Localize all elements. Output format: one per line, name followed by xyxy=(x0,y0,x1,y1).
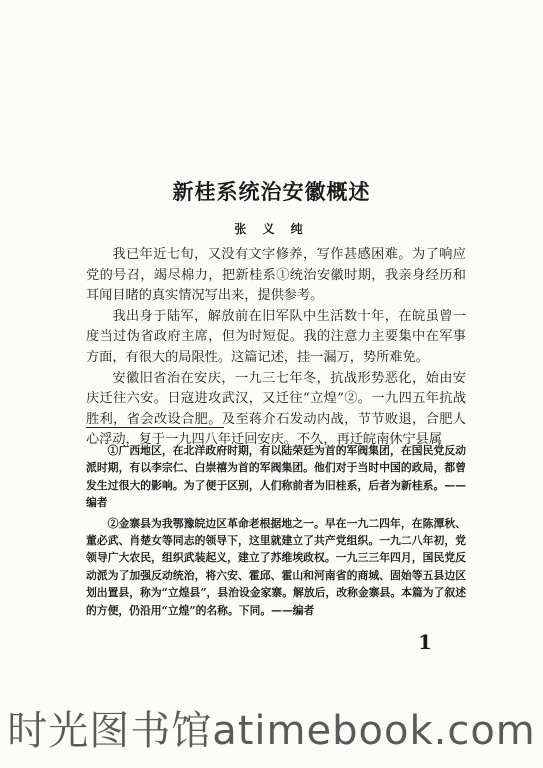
body-paragraph: 我出身于陆军，解放前在旧军队中生活数十年，在皖虽曾一度当过伪省政府主席，但为时短促。我的注意力主要集中在军事方面，有很大的局限性。这篇记述，挂一漏万，势所难免。 xyxy=(86,308,466,365)
body-paragraph: 安徽旧省治在安庆，一九三七年冬，抗战形势恶化，始由安庆迁往六安。日寇进攻武汉，又迁往“立煌”②。一九四五年抗战胜利，省会改设合肥。及至蒋介石发动内战，节节败退，合肥人心浮动，复于一九四八年迁回安庆。不久，再迁皖南休宁县属 xyxy=(86,370,466,448)
article-title: 新桂系统治安徽概述 xyxy=(172,180,371,204)
article-author: 张 义 纯 xyxy=(234,222,309,236)
site-watermark: 时光图书馆atimebook.com xyxy=(7,708,536,754)
footnotes xyxy=(86,442,466,622)
footnote-1: ①广西地区，在北洋政府时期，有以陆荣廷为首的军阀集团，在国民党反动派时期，有以李宗仁、白崇禧为首的军阀集团。他们对于当时中国的政局，都曾发生过很大的影响。为了便于区别，人们称前者为旧桂系，后者为新桂系。——编者 xyxy=(86,444,466,510)
footnote-2: ②金寨县为我鄂豫皖边区革命老根据地之一。早在一九二四年，在陈潭秋、董必武、肖楚女等同志的领导下，这里就建立了共产党组织。一九二八年初，党领导广大农民，组织武装起义，建立了苏维埃政权。一九三三年四月，国民党反动派为了加强反动统治，将六安、霍邱、霍山和河南省的商城、固始等五县边区划出置县，称为“立煌县”，县治设金家寨。解放后，改称金寨县。本篇为了叙述的方便，仍沿用“立煌”的名称。下同。——编者 xyxy=(86,516,466,617)
body-paragraph: 我已年近七旬，又没有文字修养，写作甚感困难。为了响应党的号召，竭尽棉力，把新桂系①统治安徽时期，我亲身经历和耳闻目睹的真实情况写出来，提供参考。 xyxy=(86,247,466,304)
page-number: 1 xyxy=(418,630,432,654)
article-body xyxy=(86,245,466,451)
footnote-divider xyxy=(86,427,224,428)
